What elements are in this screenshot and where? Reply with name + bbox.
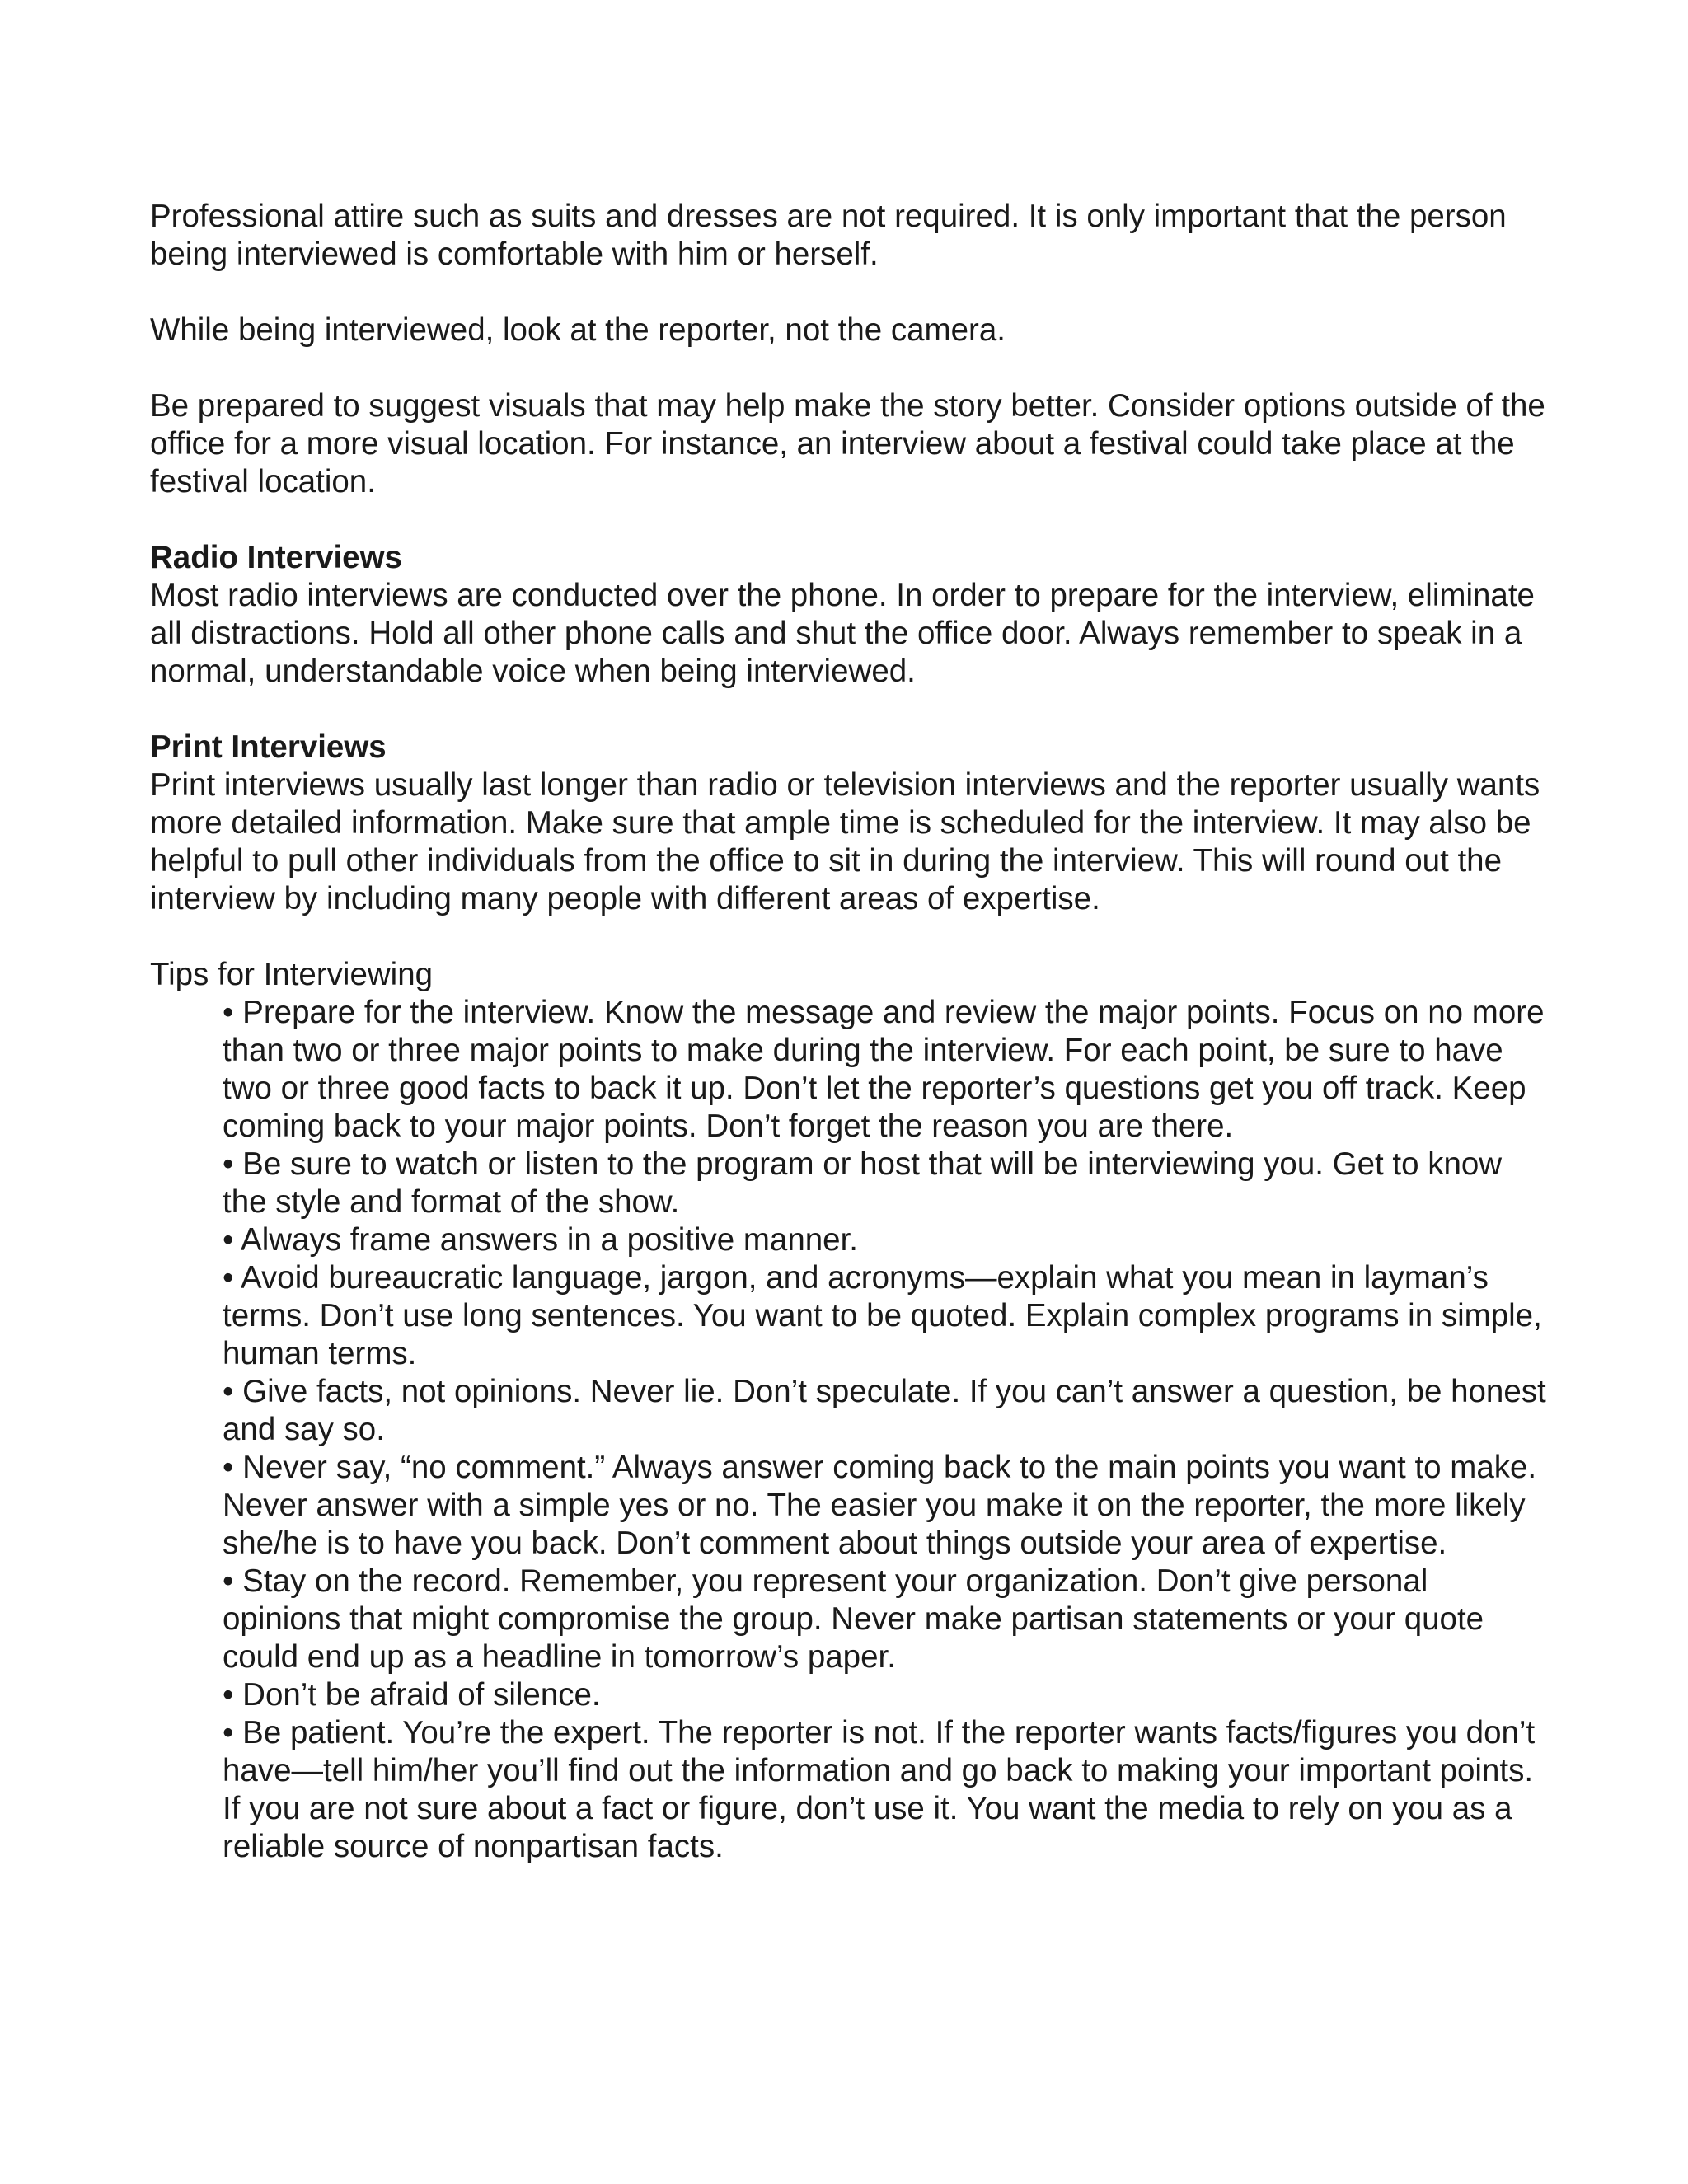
list-item: • Prepare for the interview. Know the message and review the major points. Focus on no more than two or three major points to make during the interview. For each point, be sure to have two or three good facts to back it up. Don’t let the reporter’s questions get you off track. Keep coming back to your major points. Don’t forget the reason you are there.	[223, 995, 1545, 1144]
list-item: • Don’t be afraid of silence.	[223, 1677, 601, 1713]
list-item: • Avoid bureaucratic language, jargon, and acronyms—explain what you mean in layman’s terms. Don’t use long sentences. You want to be quoted. Explain complex programs in simple, human terms.	[223, 1260, 1542, 1371]
list-item: • Never say, “no comment.” Always answer coming back to the main points you want to make. Never answer with a simple yes or no. The easier you make it on the reporter, the more likely she/he is to have you back. Don’t comment about things outside your area of expertise.	[223, 1450, 1537, 1561]
tips-section	[150, 956, 1551, 1866]
radio-body: Most radio interviews are conducted over the phone. In order to prepare for the interview, eliminate all distractions. Hold all other phone calls and shut the office door. Always remember to speak in a normal, understandable voice when being interviewed.	[150, 578, 1535, 689]
document-page	[150, 198, 1551, 1866]
list-item: • Always frame answers in a positive manner.	[223, 1222, 858, 1258]
list-item: • Be patient. You’re the expert. The reporter is not. If the reporter wants facts/figures you don’t have—tell him/her you’ll find out the information and go back to making your important points. If you are not sure about a fact or figure, don’t use it. You want the media to rely on you as a reliable source of nonpartisan facts.	[223, 1715, 1536, 1864]
list-item: • Stay on the record. Remember, you represent your organization. Don’t give personal opinions that might compromise the group. Never make partisan statements or your quote could end up as a headline in tomorrow’s paper.	[223, 1563, 1484, 1675]
intro-paragraph-attire: Professional attire such as suits and dresses are not required. It is only important that the person being interviewed is comfortable with him or herself.	[150, 199, 1507, 272]
radio-section	[150, 539, 1551, 691]
intro-paragraph-visuals: Be prepared to suggest visuals that may help make the story better. Consider options outside of the office for a more visual location. For instance, an interview about a festival could take place at the festival location.	[150, 388, 1545, 499]
list-item: • Be sure to watch or listen to the program or host that will be interviewing you. Get to know the style and format of the show.	[223, 1146, 1503, 1220]
print-body: Print interviews usually last longer than radio or television interviews and the reporter usually wants more detailed information. Make sure that ample time is scheduled for the interview. It may also be helpful to pull other individuals from the office to sit in during the interview. This will round out the interview by including many people with different areas of expertise.	[150, 767, 1540, 916]
print-section	[150, 729, 1551, 918]
tips-list	[150, 994, 1551, 1866]
tips-heading: Tips for Interviewing	[150, 957, 434, 992]
radio-heading: Radio Interviews	[150, 540, 402, 575]
list-item: • Give facts, not opinions. Never lie. Don’t speculate. If you can’t answer a question, be honest and say so.	[223, 1374, 1546, 1447]
print-heading: Print Interviews	[150, 729, 387, 765]
intro-paragraph-look: While being interviewed, look at the reporter, not the camera.	[150, 312, 1006, 348]
